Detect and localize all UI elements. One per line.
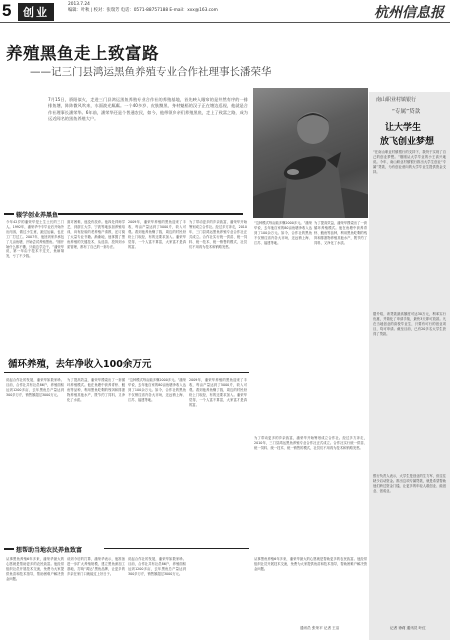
section3-title: 想帮助当地农民养鱼致富: [16, 547, 83, 554]
issue-contacts: 编辑：叶秋 | 校对：张瑞芳 电话：0571-88757188 E-mail：xxx@163.com: [68, 7, 218, 13]
page-number: 5: [2, 1, 12, 20]
header-rule: [0, 22, 450, 23]
sidebar-text-a: “在南山职业村镇银行的支持下，我终于实现了自己的创业梦想。”刚刚从大学毕业的小王高兴地说。今年，南山职业村镇银行推出大学生创业“专属”贷款，为有创业意向的大学毕业生提供资金支持。: [373, 150, 446, 174]
article-intro: 7月15日，骄阳似火，走进三门县鸿运黑鱼养殖专业合作社的养殖基地，首先映入眼帘的是井然有序的一排排鱼塘，阵阵微风吹来，水面波光粼粼。一个40多岁、皮肤黝黑、身材魁梧的汉子正在塘边巡视，他就是合作社理事长潘荣华。6年前，潘荣华还是个普通农民，如今，他带领乡亲们养殖黑鱼，走上了致富之路，成为远近闻名的黑鱼养殖大户。: [48, 97, 248, 121]
section-marker: [4, 213, 14, 215]
section2-col3: “这种模式每亩能多赚2000多元。”潘荣华说，去年他自家的80亩鱼塘净收入达到了100余万元。如今，合作社的黑鱼不仅销往省内各大市场，还远销上海、江苏、福建等地。: [128, 378, 186, 402]
sidebar-title-line2: 放飞创业梦想: [380, 137, 435, 147]
section2-col1: 说起合作社的发展，潘荣华如数家珍。目前，合作社共有社员86户，养殖面积达到1200多亩，去年黑鱼总产量达到300多万斤，销售额超过3000万元。: [6, 378, 64, 397]
issue-meta: [68, 2, 258, 13]
article-byline: 通讯员 张荣平 记者 王洁: [300, 626, 340, 630]
sidebar-text-b: 据介绍，该贷款最高额度可达30万元，利率实行优惠，并简化了申请手续，最快3天即可放款。凡在当地创业的高校毕业生，只要有可行的创业项目，均可申请。截至目前，已有20多名大学生获得了贷款。: [373, 312, 446, 336]
article-headline: 养殖黑鱼走上致富路: [6, 44, 159, 63]
article-col5: “这种模式每亩能多赚2000多元。”潘荣华说，去年他自家的80亩鱼塘净收入达到了100余万元。如今，合作社的黑鱼不仅销往省内各大市场，还远销上海、江苏、福建等地。: [254, 221, 312, 245]
section1-col3: 2009年，潘荣华养殖的黑鱼迎来了丰收，每亩产量达到了5000斤，收入可观。看到他养鱼赚了钱，周边的村民纷纷上门取经，有的还要求加入。潘荣华觉得，一个人富不算富，大家富才是真的富。: [128, 220, 186, 249]
section-rule: [58, 213, 243, 215]
section2-rule: [4, 372, 249, 373]
section3-col4: 从事黑鱼养殖6年多来，潘荣华最大的心愿就是帮助更多的农民致富。他经常组织社员开展技术交流，免费为大家提供鱼苗和技术指导，帮助困难户解决资金问题。: [254, 557, 367, 571]
section-label: 创业: [18, 3, 54, 21]
section2-title: 循环养殖，去年净收入100余万元: [8, 359, 152, 370]
sidebar-title-line1: 让大学生: [385, 123, 422, 133]
sidebar-byline: 记者 徐莉 通讯员 叶红: [390, 626, 426, 630]
sidebar-text-c: 银行负责人表示，大学生是创业的生力军，但往往缺少启动资金。推出这项专属贷款，就是希望帮助他们跨过资金门槛，让更多的年轻人敢创业、能创业、创成业。: [373, 474, 446, 493]
section2-col5: 为了带动更多的乡亲致富，潘荣华开始筹划成立合作社。经过多方奔走，2010年，三门县鸿运黑鱼养殖专业合作社正式成立。合作社实行统一供苗、统一饲料、统一技术、统一销售的模式，社员们不用再为技术和销路发愁。: [254, 436, 367, 450]
section2-col2: 为了提高效益，潘荣华摸索出了一套循环养殖模式。他在鱼塘中套养青虾、鲢鱼等品种，利用黑鱼吃剩的残饵和排泄物养殖其他水产，既节约了饲料，又净化了水质。: [67, 378, 125, 402]
issue-date: 2013.7.24: [68, 2, 90, 7]
section3-col2: 谈到今后的打算，潘荣华表示，他准备进一步扩大养殖规模，建立黑鱼深加工基地，打响“鸿运”黑鱼品牌，让更多的乡亲在家门口就能过上好日子。: [67, 557, 125, 576]
article-col6: 为了提高效益，潘荣华摸索出了一套循环养殖模式。他在鱼塘中套养青虾、鲢鱼等品种，利用黑鱼吃剩的残饵和排泄物养殖其他水产，既节约了饲料，又净化了水质。: [314, 221, 367, 245]
sidebar-label-top: 南山职业村镇银行: [376, 97, 417, 103]
sidebar-label-mid: “专属”贷款: [392, 109, 421, 115]
section2-col4: 2009年，潘荣华养殖的黑鱼迎来了丰收，每亩产量达到了5000斤，收入可观。看到他养鱼赚了钱，周边的村民纷纷上门取经，有的还要求加入。潘荣华觉得，一个人富不算富，大家富才是真的富。: [189, 378, 247, 407]
section3-col3: 说起合作社的发展，潘荣华如数家珍。目前，合作社共有社员86户，养殖面积达到1200多亩，去年黑鱼总产量达到300多万斤，销售额超过3000万元。: [128, 557, 186, 576]
section1-title: 辍学创业养黑鱼: [16, 212, 59, 219]
page-header: [0, 0, 450, 22]
newspaper-masthead: 杭州信息报: [374, 5, 444, 21]
article-subheadline: ——记三门县鸿运黑鱼养殖专业合作社理事长潘荣华: [30, 66, 272, 78]
section3-marker: [4, 548, 14, 550]
section1-col2: 面对困难，他没有放弃。他四处拜师学艺，到浙江大学、宁波等地参加养殖培训，向有经验的老养殖户请教，还订阅了大量专业书籍。渐渐地，他掌握了黑鱼养殖的关键技术，从选苗、投饵到水质管理，都有了自己的一套办法。: [67, 220, 125, 249]
photo-image-icon: [253, 88, 368, 218]
section3-rule: [104, 548, 249, 549]
section3-col1: 从事黑鱼养殖6年多来，潘荣华最大的心愿就是帮助更多的农民致富。他经常组织社员开展技术交流，免费为大家提供鱼苗和技术指导，帮助困难户解决资金问题。: [6, 557, 64, 581]
section1-col1: 今年42岁的潘荣华是土生土长的三门人。1992年，潘荣华中专毕业后开始外出闯荡，做过小生意，跑过运输，也在工厂打过工。2007年，他回到家乡承包了几亩鱼塘，开始尝试养殖黑鱼。“刚开始什么都不懂，只能边学边干。”潘荣华说，第一年由于技术不过关，鱼病频发，亏了不少钱。: [6, 220, 64, 259]
article-photo: [253, 88, 368, 218]
section1-col4: 为了带动更多的乡亲致富，潘荣华开始筹划成立合作社。经过多方奔走，2010年，三门县鸿运黑鱼养殖专业合作社正式成立。合作社实行统一供苗、统一饲料、统一技术、统一销售的模式，社员们不用再为技术和销路发愁。: [189, 220, 247, 249]
